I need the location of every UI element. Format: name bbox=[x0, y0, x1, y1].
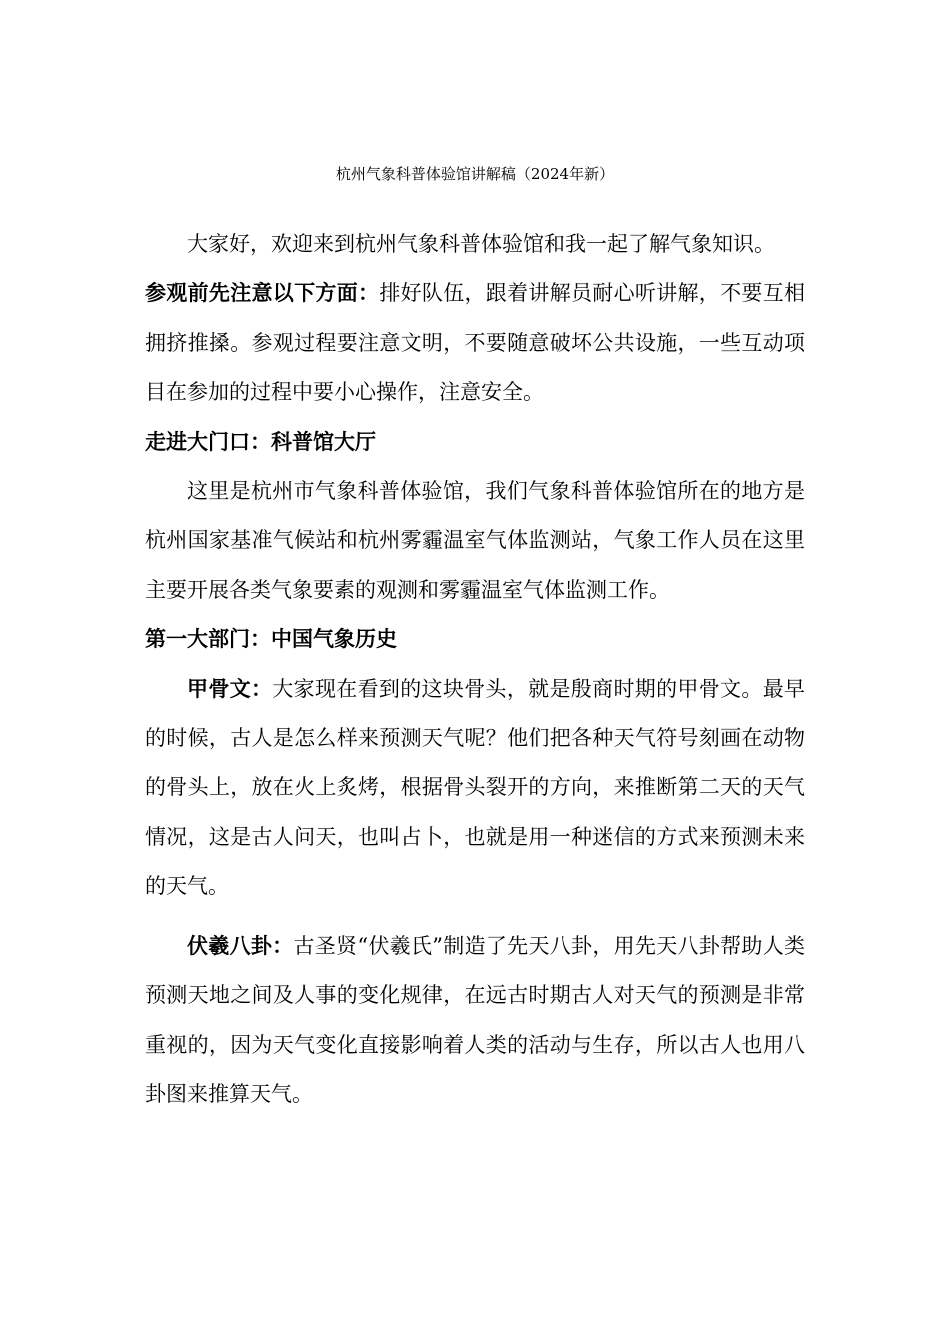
document-title: 杭州气象科普体验馆讲解稿（2024年新） bbox=[335, 165, 615, 183]
bagua-text: 古圣贤“伏羲氏”制造了先天八卦，用先天八卦帮助人类预测天地之间及人事的变化规律，在远古时期古人对天气的预测是非常重视的，因为天气变化直接影响着人类的活动与生存，所以古人也用八卦图来推算天气。 bbox=[145, 933, 805, 1106]
welcome-paragraph: 大家好，欢迎来到杭州气象科普体验馆和我一起了解气象知识。 bbox=[187, 232, 775, 256]
hall-paragraph: 这里是杭州市气象科普体验馆，我们气象科普体验馆所在的地方是杭州国家基准气候站和杭州雾霾温室气体监测站，气象工作人员在这里主要开展各类气象要素的观测和雾霾温室气体监测工作。 bbox=[145, 479, 805, 602]
oracle-bone-text: 大家现在看到的这块骨头，就是殷商时期的甲骨文。最早的时候，古人是怎么样来预测天气呢？他们把各种天气符号刻画在动物的骨头上，放在火上炙烤，根据骨头裂开的方向，来推断第二天的天气情况，这是古人问天，也叫占卜，也就是用一种迷信的方式来预测未来的天气。 bbox=[145, 676, 806, 899]
notice-paragraph bbox=[145, 269, 805, 417]
oracle-bone-term: 甲骨文： bbox=[187, 676, 273, 701]
bagua-term: 伏羲八卦： bbox=[187, 933, 294, 958]
bagua-paragraph bbox=[145, 922, 805, 1120]
oracle-bone-paragraph bbox=[145, 665, 805, 912]
history-section-heading: 第一大部门：中国气象历史 bbox=[145, 627, 397, 652]
notice-text: 排好队伍，跟着讲解员耐心听讲解，不要互相拥挤推搡。参观过程要注意文明，不要随意破坏公共设施，一些互动项目在参加的过程中要小心操作，注意安全。 bbox=[145, 281, 806, 405]
notice-heading: 参观前先注意以下方面： bbox=[145, 281, 380, 306]
document-body bbox=[145, 220, 805, 1119]
hall-section-heading: 走进大门口：科普馆大厅 bbox=[145, 429, 376, 454]
